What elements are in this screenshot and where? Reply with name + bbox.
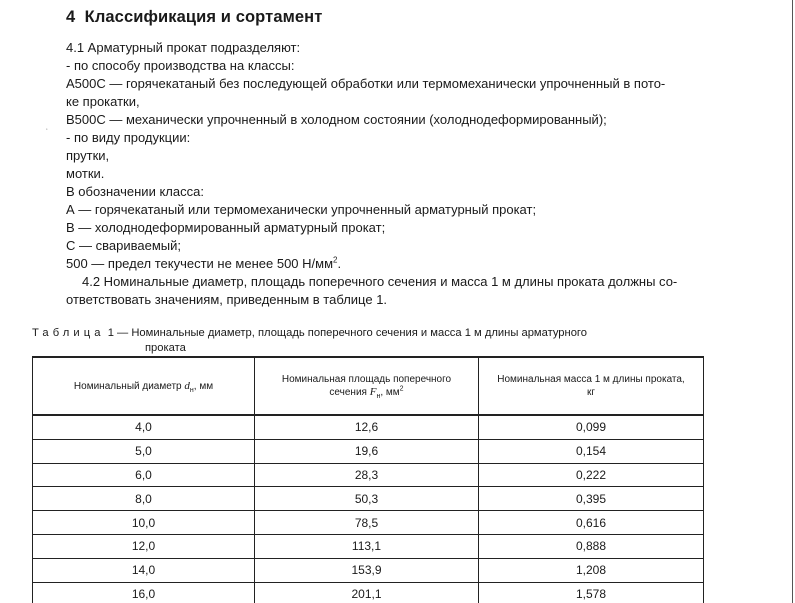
body-line-yield-text: 500 — предел текучести не менее 500 Н/мм <box>66 256 334 271</box>
body-line: В обозначении класса: <box>66 184 204 199</box>
body-line: 4.1 Арматурный прокат подразделяют: <box>66 40 301 55</box>
section-title: Классификация и сортамент <box>84 8 323 26</box>
table-row <box>33 534 704 558</box>
header-diameter: Номинальный диаметр $d_н$, мм <box>33 357 255 415</box>
body-line: В500С — механически упрочненный в холодном состоянии (холоднодеформированный); <box>66 112 607 127</box>
table-row <box>33 463 704 487</box>
cell-area: 19,6 <box>255 439 479 463</box>
body-line: - по виду продукции: <box>66 130 191 145</box>
cell-area: 153,9 <box>255 558 479 582</box>
table-row <box>33 487 704 511</box>
body-line: прутки, <box>66 148 110 163</box>
cell-diameter: 6,0 <box>33 463 255 487</box>
body-line: С — свариваемый; <box>66 238 181 253</box>
table-row <box>33 439 704 463</box>
body-line: А — горячекатаный или термомеханически упрочненный арматурный прокат; <box>66 202 537 217</box>
page-edge-rule <box>792 0 793 603</box>
unit-exponent: 2 <box>333 255 338 265</box>
cell-mass: 0,099 <box>479 415 704 439</box>
cell-area: 28,3 <box>255 463 479 487</box>
table-caption-label: Таблица <box>32 327 105 339</box>
rebar-table <box>32 356 704 603</box>
table-container <box>32 356 703 603</box>
cell-area: 12,6 <box>255 415 479 439</box>
cell-mass: 0,395 <box>479 487 704 511</box>
sentence-end: . <box>337 256 342 271</box>
body-line: ответствовать значениям, приведенным в таблице 1. <box>66 292 388 307</box>
cell-area: 78,5 <box>255 511 479 535</box>
body-line: А500С — горячекатаный без последующей обработки или термомеханически упрочненный в пото- <box>66 76 666 91</box>
body-line: ке прокатки, <box>66 94 140 109</box>
cell-mass: 0,616 <box>479 511 704 535</box>
symbol-d: d <box>184 379 190 392</box>
body-line: мотки. <box>66 166 105 181</box>
cell-mass: 0,154 <box>479 439 704 463</box>
table-row <box>33 511 704 535</box>
cell-diameter: 12,0 <box>33 534 255 558</box>
cell-diameter: 8,0 <box>33 487 255 511</box>
table-row <box>33 558 704 582</box>
table-caption-number: 1 <box>107 327 114 339</box>
section-heading <box>66 8 322 27</box>
cell-area: 50,3 <box>255 487 479 511</box>
cell-diameter: 14,0 <box>33 558 255 582</box>
body-line: 4.2 Номинальные диаметр, площадь поперечного сечения и масса 1 м длины проката должны со- <box>82 274 678 289</box>
symbol-f: F <box>369 386 377 398</box>
cell-mass: 1,208 <box>479 558 704 582</box>
table-body <box>33 415 704 603</box>
body-line: - по способу производства на классы: <box>66 58 295 73</box>
cell-diameter: 10,0 <box>33 511 255 535</box>
cell-diameter: 5,0 <box>33 439 255 463</box>
table-row <box>33 415 704 439</box>
table-header-row <box>33 357 704 415</box>
table-caption-continuation: проката <box>145 342 186 354</box>
cell-diameter: 16,0 <box>33 582 255 603</box>
scan-speck: ʻ <box>46 127 48 136</box>
cell-diameter: 4,0 <box>33 415 255 439</box>
cell-mass: 0,888 <box>479 534 704 558</box>
body-line: В — холоднодеформированный арматурный прокат; <box>66 220 386 235</box>
body-line-yield <box>66 256 341 272</box>
table-row <box>33 582 704 603</box>
header-area: Номинальная площадь поперечного сечения $F_н$, $мм^2$ <box>255 357 479 415</box>
table-caption-text: — Номинальные диаметр, площадь поперечного сечения и масса 1 м длины арматурного <box>117 327 587 339</box>
cell-mass: 0,222 <box>479 463 704 487</box>
cell-area: 113,1 <box>255 534 479 558</box>
cell-mass: 1,578 <box>479 582 704 603</box>
table-caption <box>32 326 587 340</box>
cell-area: 201,1 <box>255 582 479 603</box>
section-number: 4 <box>66 8 76 26</box>
header-mass: Номинальная масса 1 м длины проката, кг <box>479 357 704 415</box>
